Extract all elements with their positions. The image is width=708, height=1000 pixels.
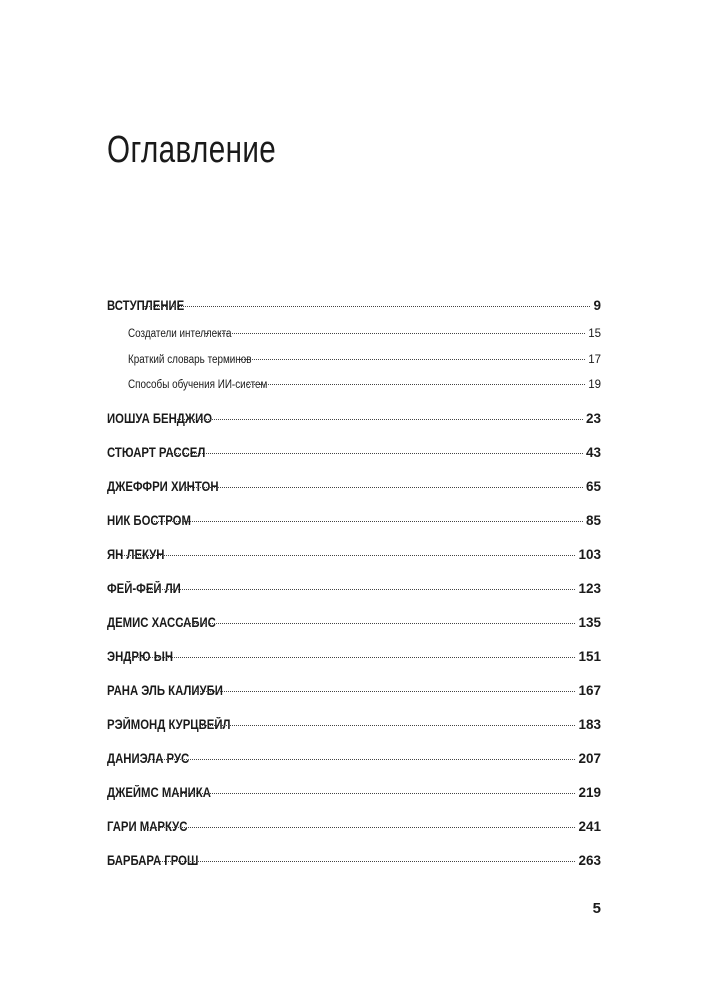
dot-leader [190,691,576,692]
dot-leader [160,861,575,862]
toc-entry-page: 135 [578,615,601,630]
toc-entry-page: 43 [585,445,601,460]
toc-subentry [128,379,601,391]
dot-leader [247,384,585,385]
toc-subentry [128,354,601,366]
toc-entry-page: 183 [578,717,601,732]
toc-entry [107,717,601,732]
toc-entry [107,751,601,766]
toc-entry-page: 103 [578,547,601,562]
dot-leader [175,793,575,794]
toc-entry-title: ЯН ЛЕКУН [107,547,165,562]
dot-leader [152,521,583,522]
toc-entry-page: 19 [588,379,601,391]
toc-entry-title: Создатели интеллекта [128,328,232,340]
toc-entry-title: ВСТУПЛЕНИЕ [107,298,185,313]
toc-entry-title: РАНА ЭЛЬ КАЛИУБИ [107,683,223,698]
toc-entry-title: ГАРИ МАРКУС [107,819,188,834]
toc-entry-title: ФЕЙ-ФЕЙ ЛИ [107,581,181,596]
dot-leader [205,333,585,334]
dot-leader [150,759,576,760]
toc-entry [107,547,601,562]
toc-entry [107,853,601,868]
toc-entry-title: ЭНДРЮ ЫН [107,649,174,664]
dot-leader [140,589,576,590]
page-number: 5 [592,900,601,917]
toc-entry-page: 219 [578,785,601,800]
toc-entry [107,581,601,596]
toc-entry [107,819,601,834]
toc-entry-page: 167 [578,683,601,698]
toc-entry-page: 15 [588,328,601,340]
dot-leader [169,453,583,454]
toc-entry [107,615,601,630]
toc-entry-title: Краткий словарь терминов [128,354,252,366]
toc-entry-title: СТЮАРТ РАССЕЛ [107,445,206,460]
toc-entry-page: 123 [578,581,601,596]
toc-entry [107,298,601,313]
toc-entry-page: 9 [593,298,601,313]
toc-entry-page: 207 [578,751,601,766]
toc-entry-page: 65 [585,479,601,494]
toc-entry-title: ДАНИЭЛА РУС [107,751,190,766]
toc-entry-page: 263 [578,853,601,868]
toc-subentry [128,328,601,340]
toc-entry [107,649,601,664]
toc-entry [107,785,601,800]
toc-entry-title: РЭЙМОНД КУРЦВЕЙЛ [107,717,231,732]
toc-entry-title: БАРБАРА ГРОШ [107,853,199,868]
page-title: Оглавление [107,129,277,171]
toc-entry-page: 23 [585,411,601,426]
toc-entry [107,445,601,460]
toc-entry-page: 17 [588,354,601,366]
toc-entry-page: 85 [585,513,601,528]
toc-entry-title: ДЖЕФФРИ ХИНТОН [107,479,219,494]
toc-entry-title: ИОШУА БЕНДЖИО [107,411,213,426]
toc-entry [107,411,601,426]
dot-leader [228,359,585,360]
dot-leader [120,555,575,556]
toc-entry [107,479,601,494]
toc-entry-page: 241 [578,819,601,834]
dot-leader [199,725,576,726]
dot-leader [177,419,583,420]
toc-entry-page: 151 [578,649,601,664]
dot-leader [185,487,583,488]
dot-leader [147,827,575,828]
dot-leader [181,623,575,624]
toc-entry [107,513,601,528]
toc-entry-title: Способы обучения ИИ-систем [128,379,268,391]
toc-entry-title: ДЖЕЙМС МАНИКА [107,785,211,800]
toc-entry [107,683,601,698]
toc-entry-title: НИК БОСТРОМ [107,513,191,528]
toc-entry-title: ДЕМИС ХАССАБИС [107,615,216,630]
dot-leader [144,306,591,307]
dot-leader [130,657,575,658]
